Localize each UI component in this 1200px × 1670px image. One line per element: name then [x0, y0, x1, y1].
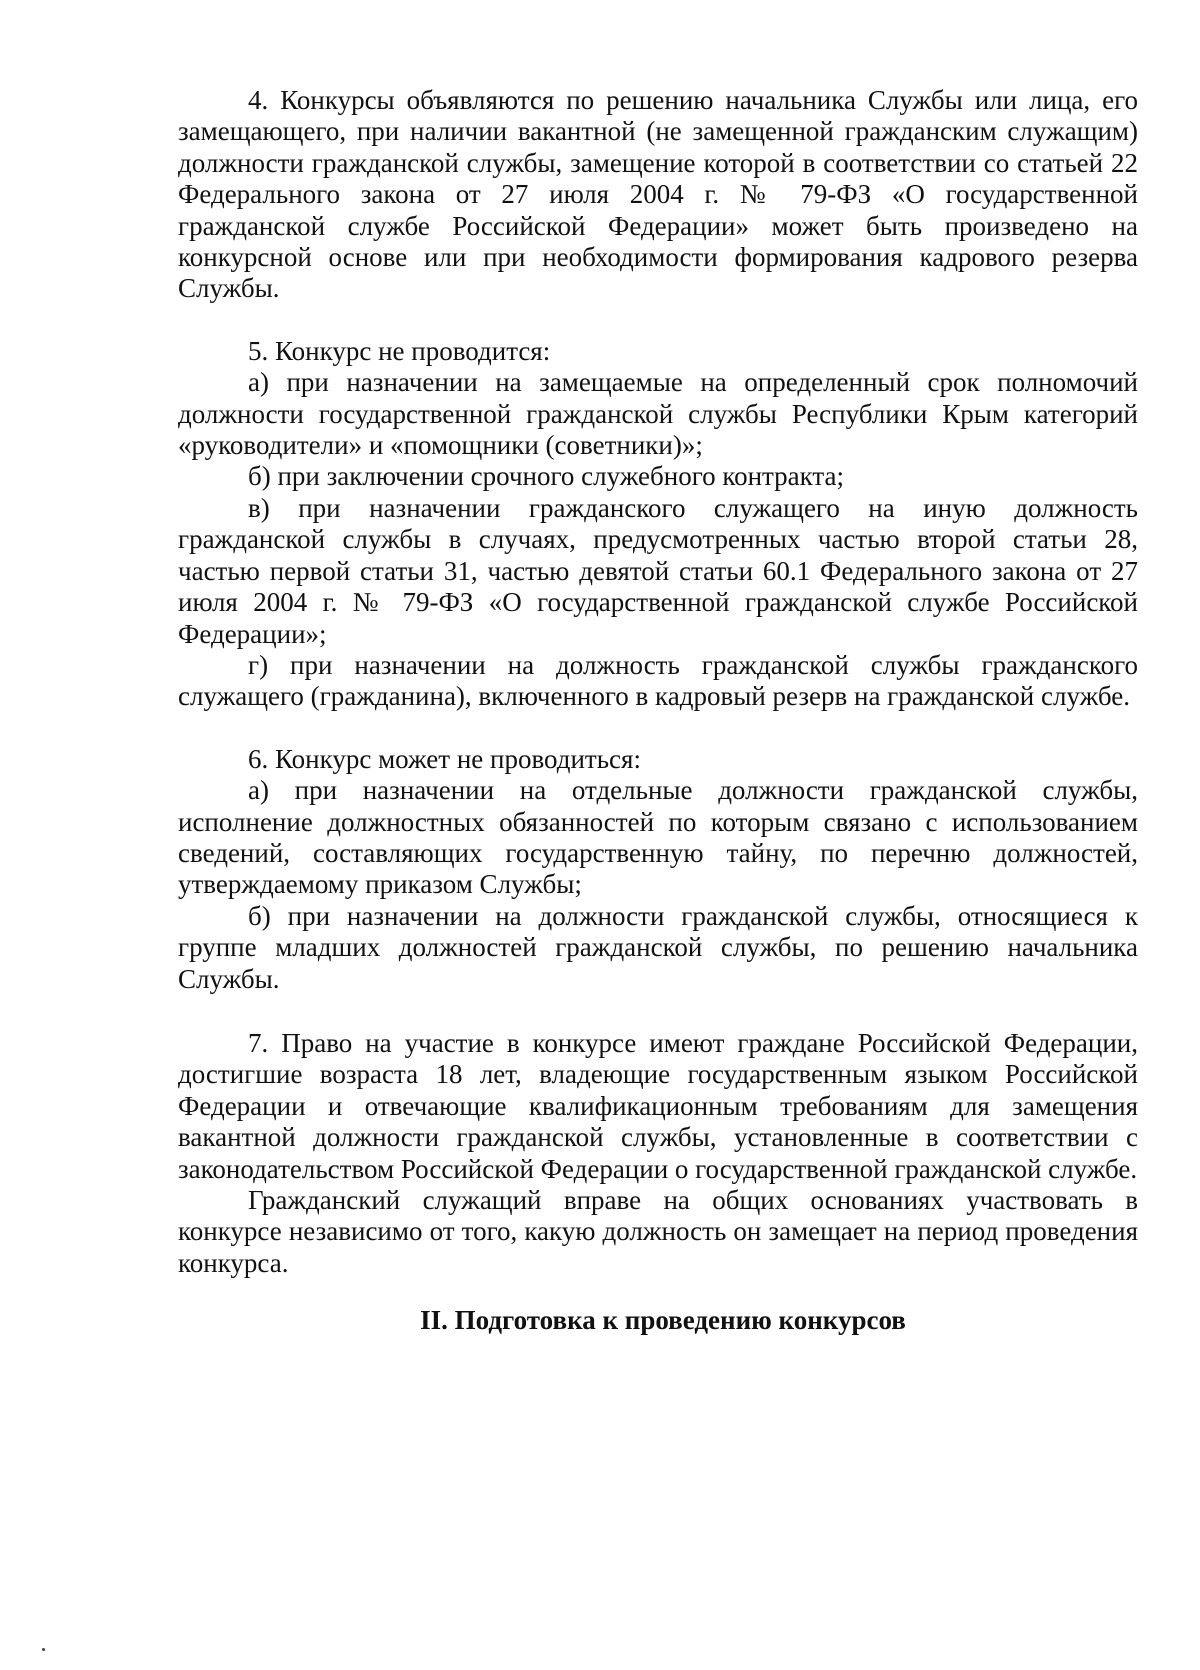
paragraph-5-b: б) при заключении срочного служебного контракта; — [248, 461, 845, 492]
paragraph-7-civil-servant: Гражданский служащий вправе на общих основаниях участвовать в конкурсе независимо от того, какую должность он замещает на период проведения конкурса. — [178, 1185, 1138, 1278]
paragraph-5-v: в) при назначении гражданского служащего на иную должность гражданской службы в случаях, предусмотренных частью второй статьи 28, частью первой статьи 31, частью девятой статьи 60.1 Федерального закона от 27 июля 2004 г. № 79-ФЗ «О государственной гражданской службе Российской Федерации»; — [178, 492, 1138, 649]
section-heading: II. Подготовка к проведению конкурсов — [420, 1305, 906, 1336]
paragraph-6-a: а) при назначении на отдельные должности гражданской службы, исполнение должностных обязанностей по которым связано с использованием сведений, составляющих государственную тайну, по перечню должностей, утверждаемому приказом Службы; — [178, 775, 1138, 900]
paragraph-4: 4. Конкурсы объявляются по решению начальника Службы или лица, его замещающего, при наличии вакантной (не замещенной гражданским служащим) должности гражданской службы, замещение которой в соответствии со статьей 22 Федерального закона от 27 июля 2004 г. № 79-ФЗ «О государственной гражданской службе Российской Федерации» может быть произведено на конкурсной основе или при необходимости формирования кадрового резерва Службы. — [178, 85, 1138, 304]
paragraph-spacer — [178, 305, 1138, 336]
paragraph-spacer — [178, 995, 1138, 1028]
paragraph-7: 7. Право на участие в конкурсе имеют граждане Российской Федерации, достигшие возраста 18 лет, владеющие государственным языком Российской Федерации и отвечающие квалификационным требованиям для замещения вакантной должности гражданской службы, установленные в соответствии с законодательством Российской Федерации о государственной гражданской службе. — [178, 1027, 1138, 1184]
paragraph-5-g: г) при назначении на должность гражданской службы гражданского служащего (гражданина), включенного в кадровый резерв на гражданской службе. — [178, 649, 1138, 712]
paragraph-spacer — [178, 713, 1138, 744]
paragraph-6: 6. Конкурс может не проводиться: — [248, 743, 641, 774]
paragraph-5: 5. Конкурс не проводится: — [248, 335, 551, 366]
paragraph-5-a: а) при назначении на замещаемые на определенный срок полномочий должности государственной гражданской службы Республики Крым категорий «руководители» и «помощники (советники)»; — [178, 367, 1138, 461]
document-page — [178, 85, 1138, 1337]
scan-artifact-dot — [42, 1648, 45, 1651]
paragraph-6-b: б) при назначении на должности гражданской службы, относящиеся к группе младших должностей гражданской службы, по решению начальника Службы. — [178, 900, 1138, 994]
